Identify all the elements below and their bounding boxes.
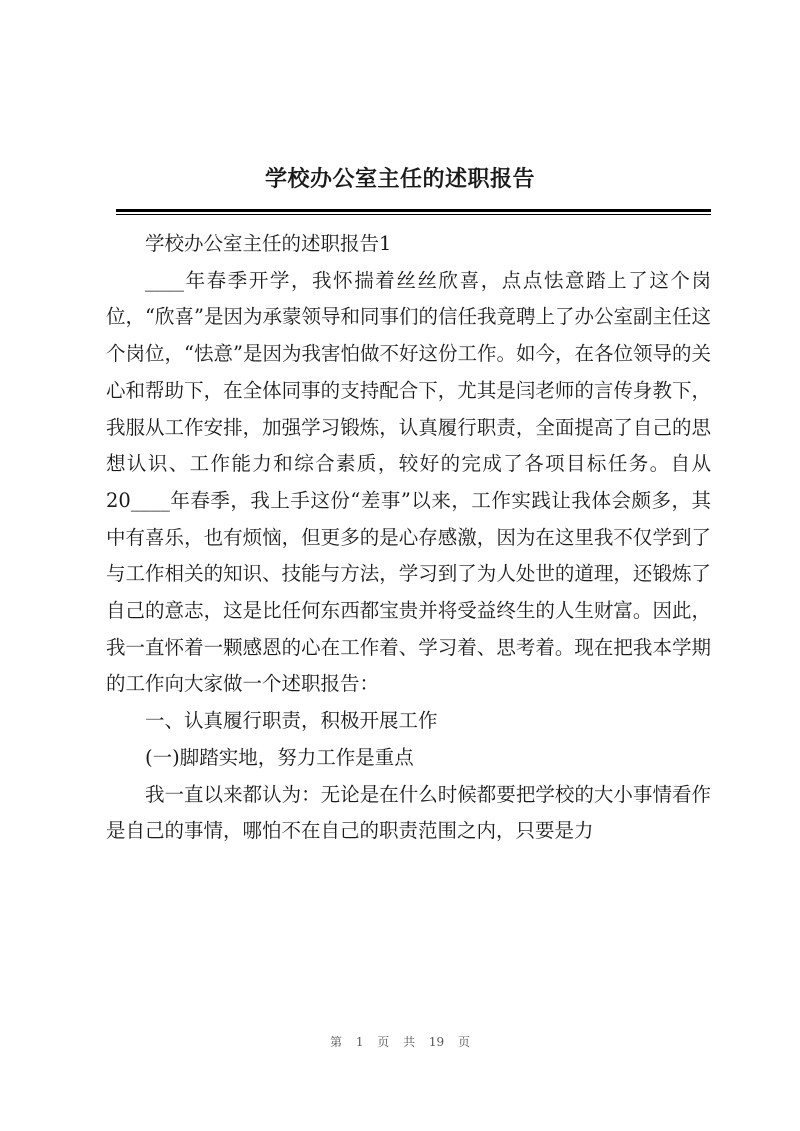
report-subtitle: 学校办公室主任的述职报告1: [145, 232, 392, 255]
document-title: 学校办公室主任的述职报告: [264, 166, 535, 192]
title-divider-thin: [116, 214, 711, 215]
body-paragraph: ____年春季开学，我怀揣着丝丝欣喜，点点怯意踏上了这个岗位，“欣喜”是因为承蒙领导和同事们的信任我竟聘上了办公室副主任这个岗位，“怯意”是因为我害怕做不好这份工作。如今，在各位领导的关心和帮助下，在全体同事的支持配合下，尤其是闫老师的言传身教下，我服从工作安排，加强学习锻炼，认真履行职责，全面提高了自己的思想认识、工作能力和综合素质，较好的完成了各项目标任务。自从20____年春季，我上手这份“差事”以来，工作实践让我体会颇多，其中有喜乐，也有烦恼，但更多的是心存感激，因为在这里我不仅学到了与工作相关的知识、技能与方法，学习到了为人处世的道理，还锻炼了自己的意志，这是比任何东西都宝贵并将受益终生的人生财富。因此，我一直怀着一颗感恩的心在工作着、学习着、思考着。现在把我本学期的工作向大家做一个述职报告：: [106, 268, 711, 696]
subsection-heading: (一)脚踏实地，努力工作是重点: [145, 745, 414, 769]
page-number: 第 1 页 共 19 页: [330, 1035, 470, 1049]
section-heading: 一、认真履行职责，积极开展工作: [145, 709, 438, 733]
body-paragraph: 我一直以来都认为：无论是在什么时候都要把学校的大小事情看作是自己的事情，哪怕不在自己的职责范围之内，只要是力: [106, 782, 711, 843]
title-divider: [116, 209, 711, 212]
document-body: [106, 226, 711, 850]
